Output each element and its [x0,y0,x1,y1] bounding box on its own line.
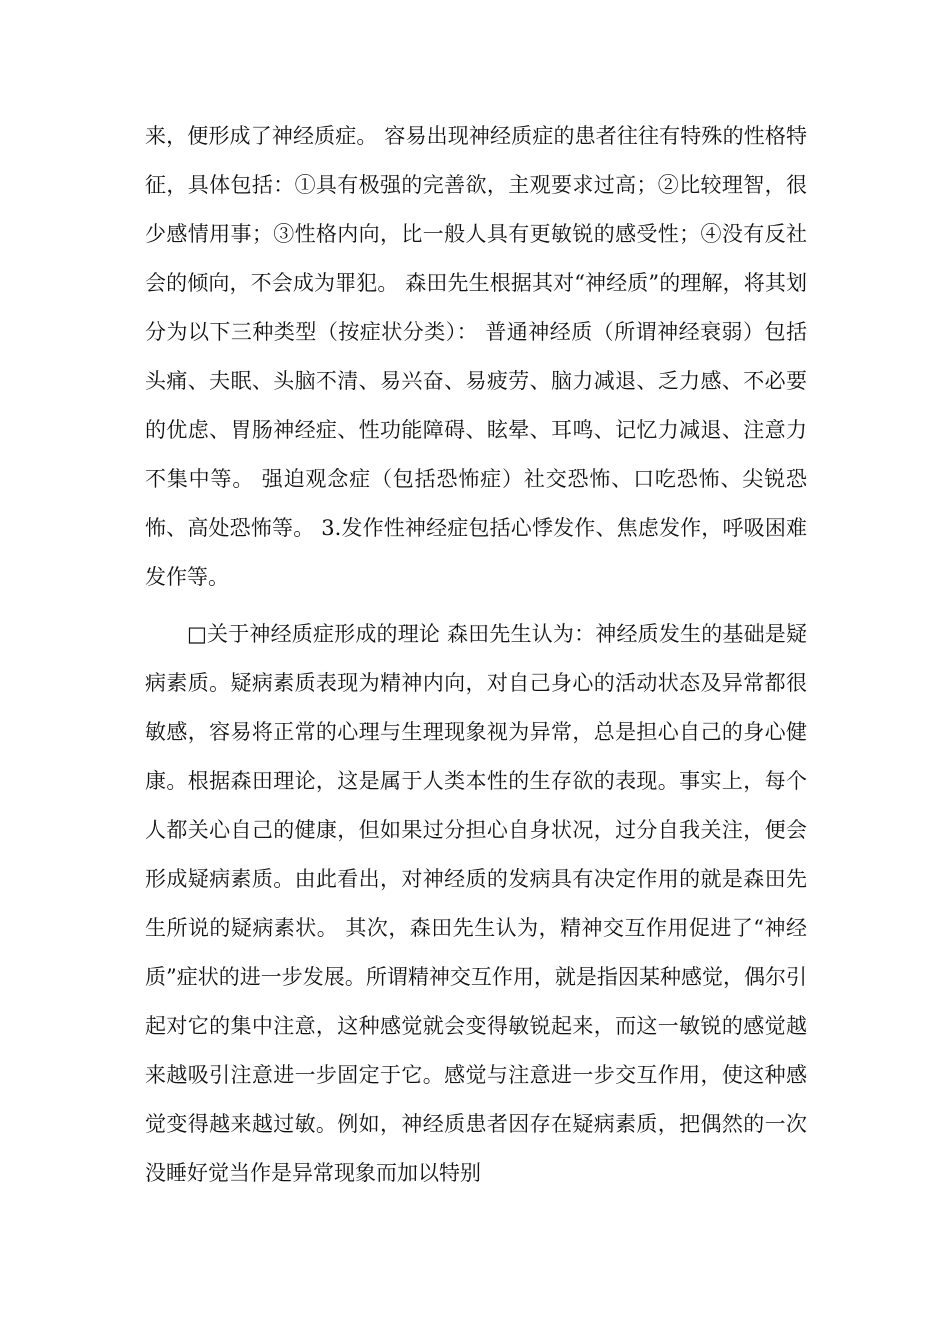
paragraph-neurosis-theory: □关于神经质症形成的理论 森田先生认为：神经质发生的基础是疑病素质。疑病素质表现为精神内向，对自己身心的活动状态及异常都很敏感，容易将正常的心理与生理现象视为异常，总是担心自己的身心健康。根据森田理论，这是属于人类本性的生存欲的表现。事实上，每个人都关心自己的健康，但如果过分担心自身状况，过分自我关注，便会形成疑病素质。由此看出，对神经质的发病具有决定作用的就是森田先生所说的疑病素状。 其次，森田先生认为，精神交互作用促进了“神经质”症状的进一步发展。所谓精神交互作用，就是指因某种感觉，偶尔引起对它的集中注意，这种感觉就会变得敏锐起来，而这一敏锐的感觉越来越吸引注意进一步固定于它。感觉与注意进一步交互作用，使这种感觉变得越来越过敏。例如，神经质患者因存在疑病素质，把偶然的一次没睡好觉当作是异常现象而加以特别 [145,622,807,1185]
paragraph-neurosis-types: 来，便形成了神经质症。 容易出现神经质症的患者往往有特殊的性格特征，具体包括：①具有极强的完善欲，主观要求过高；②比较理智，很少感情用事；③性格内向，比一般人具有更敏锐的感受性；④没有反社会的倾向，不会成为罪犯。 森田先生根据其对“神经质”的理解，将其划分为以下三种类型（按症状分类）： 普通神经质（所谓神经衰弱）包括头痛、夫眠、头脑不清、易兴奋、易疲劳、脑力减退、乏力感、不必要的优虑、胃肠神经症、性功能障碍、眩晕、耳鸣、记忆力减退、注意力不集中等。 强迫观念症（包括恐怖症）社交恐怖、口吃恐怖、尖锐恐怖、高处恐怖等。 3.发作性神经症包括心悸发作、焦虑发作，呼吸困难发作等。 [145,124,807,589]
